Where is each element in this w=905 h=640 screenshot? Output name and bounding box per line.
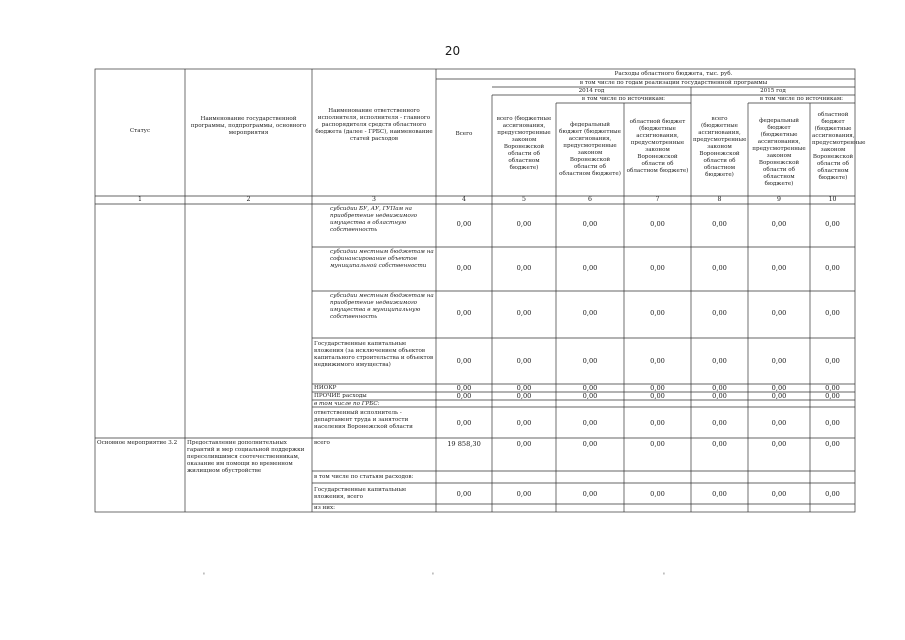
header-year-2014: 2014 год xyxy=(578,88,605,94)
row-label-10: в том числе по статьям расходов: xyxy=(314,474,414,480)
col-number-7: 7 xyxy=(655,196,660,203)
header-total: Всего xyxy=(455,131,473,137)
cell-r9-c6: 0,00 xyxy=(582,440,598,448)
header-2014-regional: областной бюджет (бюджетные ассигнования, предусмотренные законом Воронежской области об областном бюджете) xyxy=(626,119,689,174)
cell-r3-c8: 0,00 xyxy=(712,309,727,317)
cell-r1-c6: 0,00 xyxy=(582,220,598,228)
measure-name: Предоставление дополнительных гарантий и мер социальной поддержки переселившимся соотечественникам, оказание им помощи во временном жилищном обустройстве xyxy=(187,440,305,474)
header-incl-sources-2014: в том числе по источникам: xyxy=(581,96,666,102)
cell-r2-c5: 0,00 xyxy=(516,264,532,272)
cell-r2-c6: 0,00 xyxy=(582,264,598,272)
cell-r11-c8: 0,00 xyxy=(712,490,727,498)
cell-r2-c10: 0,00 xyxy=(825,264,840,272)
cell-r4-c10: 0,00 xyxy=(825,357,840,365)
cell-r9-c8: 0,00 xyxy=(712,440,727,448)
cell-r2-c8: 0,00 xyxy=(712,264,727,272)
cell-r3-c5: 0,00 xyxy=(516,309,532,317)
header-2015-regional: областной бюджет (бюджетные ассигнования, предусмотренные законом Воронежской области об областном бюджете) xyxy=(812,112,866,181)
row-label-8: ответственный исполнитель - департамент труда и занятости населения Воронежской области xyxy=(314,410,413,430)
cell-r6-c9: 0,00 xyxy=(771,392,787,400)
header-year-2015: 2015 год xyxy=(760,88,786,94)
cell-r8-c8: 0,00 xyxy=(712,419,727,427)
scan-mark: ' xyxy=(663,572,665,580)
row-label-9: всего xyxy=(314,440,330,446)
row-label-4: Государственные капитальные вложения (за исключением объектов капитального строительства и объектов недвижимого имущества) xyxy=(314,341,434,368)
cell-r1-c9: 0,00 xyxy=(771,220,787,228)
row-label-2: субсидии местным бюджетам на софинансирование объектов муниципальной собственности xyxy=(330,249,434,269)
header-program: Наименование государственной программы, подпрограммы, основного мероприятия xyxy=(190,116,307,136)
cell-r2-c4: 0,00 xyxy=(456,264,472,272)
cell-r6-c6: 0,00 xyxy=(582,392,598,400)
cell-r8-c6: 0,00 xyxy=(582,419,598,427)
cell-r4-c4: 0,00 xyxy=(456,357,472,365)
cell-r8-c9: 0,00 xyxy=(771,419,787,427)
col-number-10: 10 xyxy=(828,196,837,203)
header-by-years: в том числе по годам реализации государственной программы xyxy=(579,80,768,86)
row-label-5: НИОКР xyxy=(314,385,337,391)
cell-r8-c4: 0,00 xyxy=(456,419,472,427)
col-number-8: 8 xyxy=(717,196,722,203)
cell-r4-c7: 0,00 xyxy=(650,357,665,365)
header-2015-all: всего (бюджетные ассигнования, предусмотренные законом Воронежской области об областном бюджете) xyxy=(693,116,747,178)
cell-r5-c7: 0,00 xyxy=(650,384,665,392)
cell-r4-c6: 0,00 xyxy=(582,357,598,365)
cell-r5-c6: 0,00 xyxy=(582,384,598,392)
cell-r9-c9: 0,00 xyxy=(771,440,787,448)
header-2014-federal: федеральный бюджет (бюджетные ассигнования, предусмотренные законом Воронежской области об областном бюджете) xyxy=(559,122,621,177)
cell-r11-c9: 0,00 xyxy=(771,490,787,498)
header-2014-all: всего (бюджетные ассигнования, предусмотренные законом Воронежской области об областном бюджете) xyxy=(496,116,552,171)
cell-r2-c9: 0,00 xyxy=(771,264,787,272)
cell-r3-c7: 0,00 xyxy=(650,309,665,317)
cell-r3-c6: 0,00 xyxy=(582,309,598,317)
cell-r11-c6: 0,00 xyxy=(582,490,598,498)
row-label-6: ПРОЧИЕ расходы xyxy=(314,393,367,399)
header-expenses: Расходы областного бюджета, тыс. руб. xyxy=(614,71,733,77)
cell-r4-c5: 0,00 xyxy=(516,357,532,365)
cell-r9-c5: 0,00 xyxy=(516,440,532,448)
row-label-1: субсидии БУ, АУ, ГУПам на приобретение недвижимого имущества в областную собственность xyxy=(330,206,418,233)
header-incl-sources-2015: в том числе по источникам: xyxy=(759,96,844,102)
cell-r2-c7: 0,00 xyxy=(650,264,665,272)
cell-r9-c10: 0,00 xyxy=(825,440,840,448)
cell-r1-c5: 0,00 xyxy=(516,220,532,228)
cell-r8-c5: 0,00 xyxy=(516,419,532,427)
cell-r11-c7: 0,00 xyxy=(650,490,665,498)
cell-r11-c4: 0,00 xyxy=(456,490,472,498)
cell-r5-c5: 0,00 xyxy=(516,384,532,392)
cell-r6-c5: 0,00 xyxy=(516,392,532,400)
cell-r1-c8: 0,00 xyxy=(712,220,727,228)
cell-r5-c9: 0,00 xyxy=(771,384,787,392)
header-executor: Наименование ответственного исполнителя, исполнителя - главного распорядителя средств областного бюджета (далее - ГРБС), наименование статей расходов xyxy=(315,108,433,142)
col-number-3: 3 xyxy=(372,196,376,203)
cell-r11-c10: 0,00 xyxy=(825,490,840,498)
row-label-7: в том числе по ГРБС: xyxy=(314,401,380,407)
col-number-2: 2 xyxy=(246,196,251,203)
col-number-5: 5 xyxy=(522,196,526,203)
row-label-11: Государственные капитальные вложения, всего xyxy=(314,487,407,500)
cell-r4-c9: 0,00 xyxy=(771,357,787,365)
page-number: 20 xyxy=(444,44,461,58)
col-number-9: 9 xyxy=(777,196,781,203)
scan-mark: ' xyxy=(432,572,434,580)
header-status: Статус xyxy=(129,128,151,134)
cell-r3-c10: 0,00 xyxy=(825,309,840,317)
col-number-6: 6 xyxy=(588,196,592,203)
cell-r4-c8: 0,00 xyxy=(712,357,727,365)
cell-r5-c4: 0,00 xyxy=(456,384,472,392)
cell-r11-c5: 0,00 xyxy=(516,490,532,498)
row-label-3: субсидии местным бюджетам на приобретение недвижимого имущества в муниципальную собственность xyxy=(330,293,434,320)
cell-r5-c8: 0,00 xyxy=(712,384,727,392)
header-2015-federal: федеральный бюджет (бюджетные ассигнования, предусмотренные законом Воронежской области об областном бюджете) xyxy=(752,118,806,187)
col-number-4: 4 xyxy=(462,196,466,203)
cell-r6-c10: 0,00 xyxy=(825,392,840,400)
cell-r6-c8: 0,00 xyxy=(712,392,727,400)
cell-r9-c7: 0,00 xyxy=(650,440,665,448)
cell-r1-c10: 0,00 xyxy=(825,220,840,228)
cell-r3-c9: 0,00 xyxy=(771,309,787,317)
cell-r9-c4: 19 858,30 xyxy=(447,440,481,448)
measure-status: Основное мероприятие 3.2 xyxy=(97,440,178,446)
row-label-12: из них: xyxy=(314,505,336,511)
cell-r3-c4: 0,00 xyxy=(456,309,472,317)
col-number-1: 1 xyxy=(138,196,142,203)
cell-r8-c7: 0,00 xyxy=(650,419,665,427)
cell-r5-c10: 0,00 xyxy=(825,384,840,392)
cell-r8-c10: 0,00 xyxy=(825,419,840,427)
cell-r1-c4: 0,00 xyxy=(456,220,472,228)
scan-mark: ' xyxy=(203,572,205,580)
cell-r6-c4: 0,00 xyxy=(456,392,472,400)
cell-r6-c7: 0,00 xyxy=(650,392,665,400)
cell-r1-c7: 0,00 xyxy=(650,220,665,228)
